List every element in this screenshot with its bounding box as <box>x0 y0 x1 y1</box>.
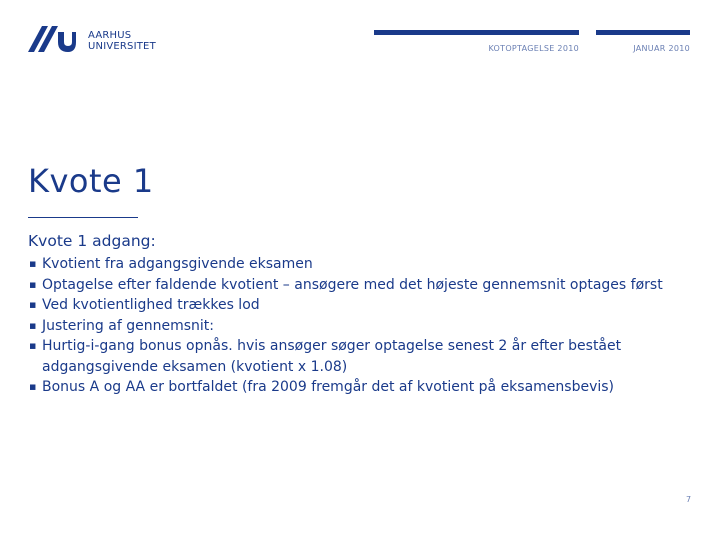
bullet-icon: ▪ <box>29 380 37 393</box>
bullet-text: Kvotient fra adgangsgivende eksamen <box>42 256 313 272</box>
bullet-icon: ▪ <box>29 257 37 270</box>
header-bar-left <box>374 30 579 35</box>
bullet-icon: ▪ <box>29 318 37 332</box>
wordmark-line1: AARHUS <box>88 30 132 41</box>
page-number: 7 <box>686 495 692 504</box>
header-label-left: KOTOPTAGELSE 2010 <box>488 44 579 53</box>
bullet-text: Optagelse efter faldende kvotient – ansøgere med det højeste gennemsnit optages først <box>42 276 663 293</box>
bullet-text: Bonus A og AA er bortfaldet (fra 2009 fremgår det af kvotient på eksamensbevis) <box>42 379 615 395</box>
slide-title: Kvote 1 <box>28 162 154 200</box>
bullet-item <box>28 316 698 337</box>
bullet-list <box>28 254 698 398</box>
bullet-item <box>28 254 698 275</box>
slide-subheading: Kvote 1 adgang: <box>28 232 156 250</box>
header-label-right: JANUAR 2010 <box>633 44 690 53</box>
university-wordmark <box>88 30 156 52</box>
wordmark-line2: UNIVERSITET <box>88 41 156 52</box>
title-underline <box>28 217 138 218</box>
bullet-item <box>28 275 698 296</box>
bullet-icon: ▪ <box>29 277 37 291</box>
aarhus-university-logo-icon <box>28 26 76 52</box>
header-bar-right <box>596 30 690 35</box>
bullet-icon: ▪ <box>29 298 37 311</box>
bullet-text: Hurtig-i-gang bonus opnås. hvis ansøger søger optagelse senest 2 år efter bestået adgangsgivende eksamen (kvotient x 1.08) <box>42 338 622 375</box>
bullet-item <box>28 336 698 377</box>
bullet-item <box>28 295 698 316</box>
bullet-text: Ved kvotientlighed trækkes lod <box>42 297 260 313</box>
bullet-icon: ▪ <box>29 339 37 352</box>
bullet-text: Justering af gennemsnit: <box>42 317 214 334</box>
bullet-item <box>28 377 698 398</box>
